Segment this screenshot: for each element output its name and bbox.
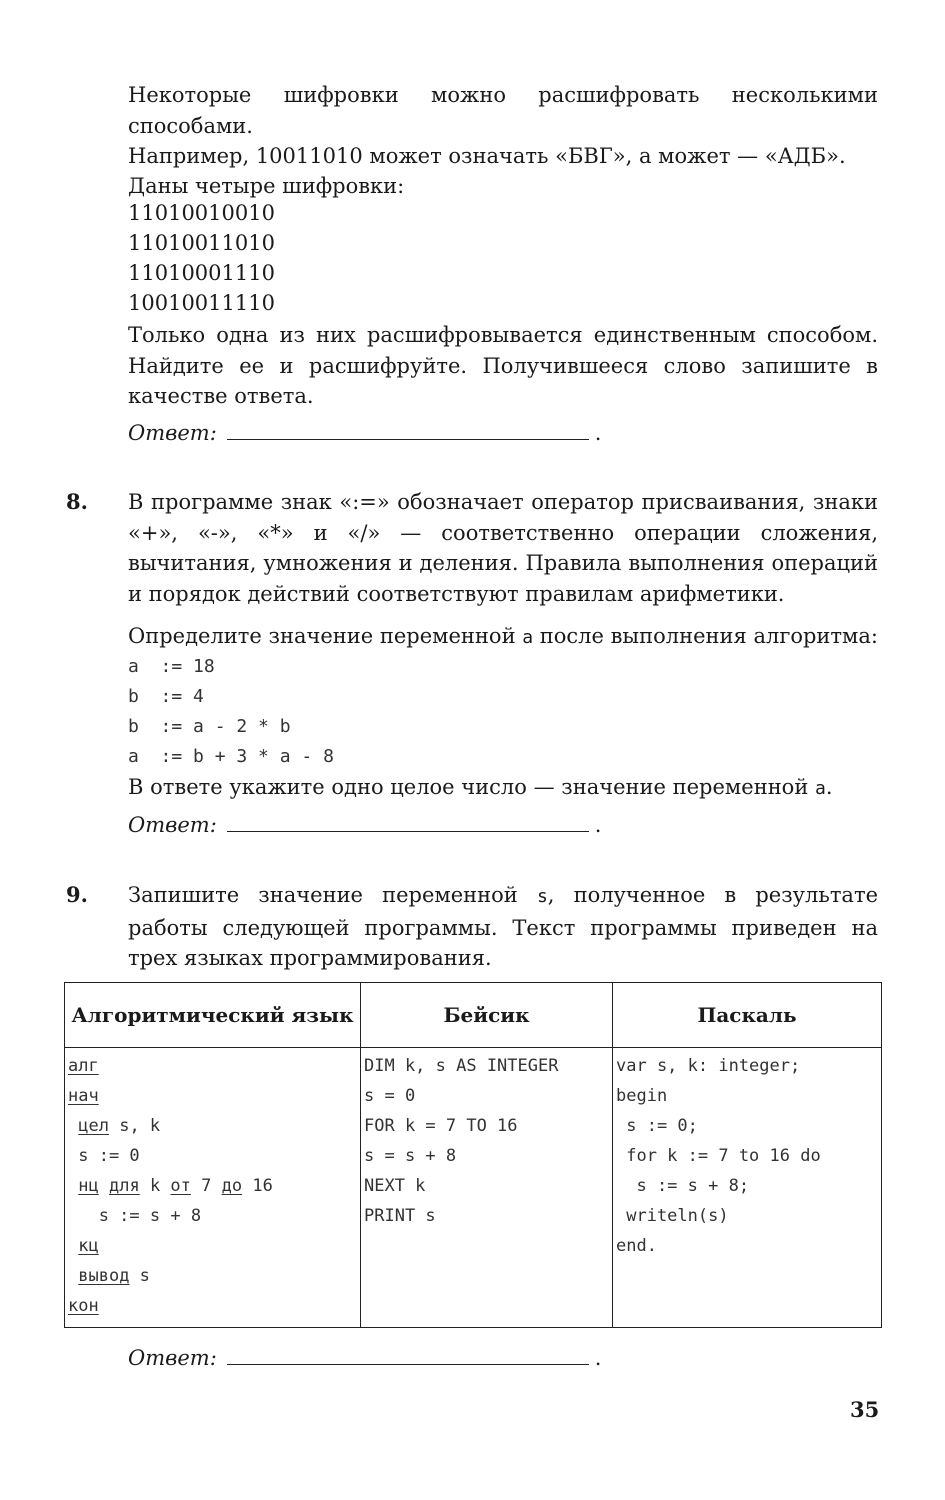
task8-note-text: В ответе укажите одно целое число — значение переменной (128, 775, 816, 799)
task9-intro-text: Запишите значение переменной (128, 883, 537, 907)
task8-intro: В программе знак «:=» обозначает оператор присваивания, знаки «+», «-», «*» и «/» — соответственно операции сложения, вычитания, умножения и деления. Правила выполнения операций и порядок действий соответствуют правилам арифметики. (128, 490, 878, 606)
task8-code-1: a := 18 (128, 656, 215, 677)
algo-text: s := 0 (68, 1146, 140, 1166)
basic-code (361, 1048, 613, 1328)
algo-line (68, 1171, 360, 1201)
task7-given: Даны четыре шифровки: (128, 174, 405, 198)
pascal-line: begin (616, 1086, 668, 1106)
header-pascal: Паскаль (613, 983, 882, 1048)
task7-instruction: Только одна из них расшифровывается единственным способом. Найдите ее и расшифруйте. Получившееся слово запишите в качестве ответа. (128, 323, 878, 408)
task8-note-tail: . (825, 775, 833, 799)
task9-intro-tail: , полученное в результате работы следующей программы. Текст программы приведен на трех языках программирования. (128, 883, 878, 970)
task8-answer (128, 810, 601, 840)
basic-line: s = s + 8 (364, 1146, 457, 1166)
algo-text (99, 1176, 109, 1196)
algo-text (68, 1116, 78, 1136)
answer-dot: . (594, 1346, 602, 1370)
algo-text: 16 (242, 1176, 273, 1196)
task7-code-1: 11010010010 (128, 201, 275, 225)
basic-line: s = 0 (364, 1086, 416, 1106)
task8-code-2: b := 4 (128, 686, 204, 707)
algo-keyword: для (108, 1176, 140, 1196)
answer-blank[interactable] (227, 813, 589, 832)
algo-text: 7 (190, 1176, 222, 1196)
answer-dot: . (594, 813, 602, 837)
pascal-line: end. (616, 1236, 657, 1256)
program-table-header (65, 983, 882, 1048)
algo-line (68, 1051, 360, 1081)
algo-keyword: алг (68, 1056, 99, 1076)
header-basic: Бейсик (361, 983, 613, 1048)
algo-keyword: кон (68, 1296, 99, 1316)
task9-intro (128, 880, 878, 974)
algo-keyword: вывод (78, 1266, 130, 1286)
algo-line (68, 1081, 360, 1111)
algo-line (68, 1291, 360, 1321)
task8-question-tail: после выполнения алгоритма: (533, 624, 878, 648)
program-table-row (65, 1048, 882, 1328)
algo-line (68, 1231, 360, 1261)
pascal-line: var s, k: integer; (616, 1056, 801, 1076)
task7-intro: Некоторые шифровки можно расшифровать несколькими способами. (128, 83, 878, 138)
algo-keyword: нач (68, 1086, 99, 1106)
algo-text (68, 1236, 78, 1256)
pascal-code (613, 1048, 882, 1328)
task9-intro-var: s (536, 886, 548, 907)
answer-dot: . (594, 421, 602, 445)
algo-line (68, 1141, 360, 1171)
program-table (64, 982, 882, 1328)
algo-text (68, 1176, 78, 1196)
task7-code-3: 11010001110 (128, 261, 275, 285)
answer-label: Ответ: (128, 421, 217, 445)
answer-label: Ответ: (128, 1346, 217, 1370)
basic-line: DIM k, s AS INTEGER (364, 1056, 559, 1076)
answer-label: Ответ: (128, 813, 217, 837)
answer-blank[interactable] (227, 421, 589, 440)
pascal-line: s := s + 8; (616, 1176, 750, 1196)
task8-question-var: a (522, 627, 534, 648)
algo-keyword: от (170, 1176, 191, 1196)
algo-keyword: цел (78, 1116, 109, 1136)
basic-line: FOR k = 7 TO 16 (364, 1116, 518, 1136)
algo-text: k (139, 1176, 171, 1196)
pascal-line: s := 0; (616, 1116, 698, 1136)
task8-code-3: b := a - 2 * b (128, 716, 291, 737)
algo-keyword: кц (78, 1236, 99, 1256)
pascal-line: for k := 7 to 16 do (616, 1146, 821, 1166)
task9-answer (128, 1343, 601, 1373)
basic-line: PRINT s (364, 1206, 436, 1226)
task8-note-var: a (815, 778, 826, 799)
task8-note (128, 772, 833, 804)
task9-number: 9. (66, 882, 88, 907)
algo-text: s := s + 8 (68, 1206, 202, 1226)
pascal-line: writeln(s) (616, 1206, 729, 1226)
algo-text (68, 1266, 78, 1286)
answer-blank[interactable] (227, 1346, 589, 1365)
task7-answer (128, 418, 601, 448)
task8-number: 8. (66, 489, 88, 514)
algo-code (65, 1048, 361, 1328)
basic-line: NEXT k (364, 1176, 426, 1196)
algo-keyword: до (221, 1176, 243, 1196)
task7-code-2: 11010011010 (128, 231, 275, 255)
task8-code-4: a := b + 3 * a - 8 (128, 746, 334, 767)
task8-question (128, 621, 878, 653)
algo-keyword: нц (78, 1176, 99, 1196)
task7-example: Например, 10011010 может означать «БВГ», а может — «АДБ». (128, 144, 846, 168)
algo-text: s, k (108, 1116, 161, 1136)
algo-text: s (129, 1266, 150, 1286)
task7-code-4: 10010011110 (128, 291, 275, 315)
header-algo: Алгоритмический язык (65, 983, 361, 1048)
algo-line (68, 1201, 360, 1231)
task8-question-text: Определите значение переменной (128, 624, 523, 648)
algo-line (68, 1261, 360, 1291)
page-number: 35 (850, 1397, 880, 1422)
algo-line (68, 1111, 360, 1141)
